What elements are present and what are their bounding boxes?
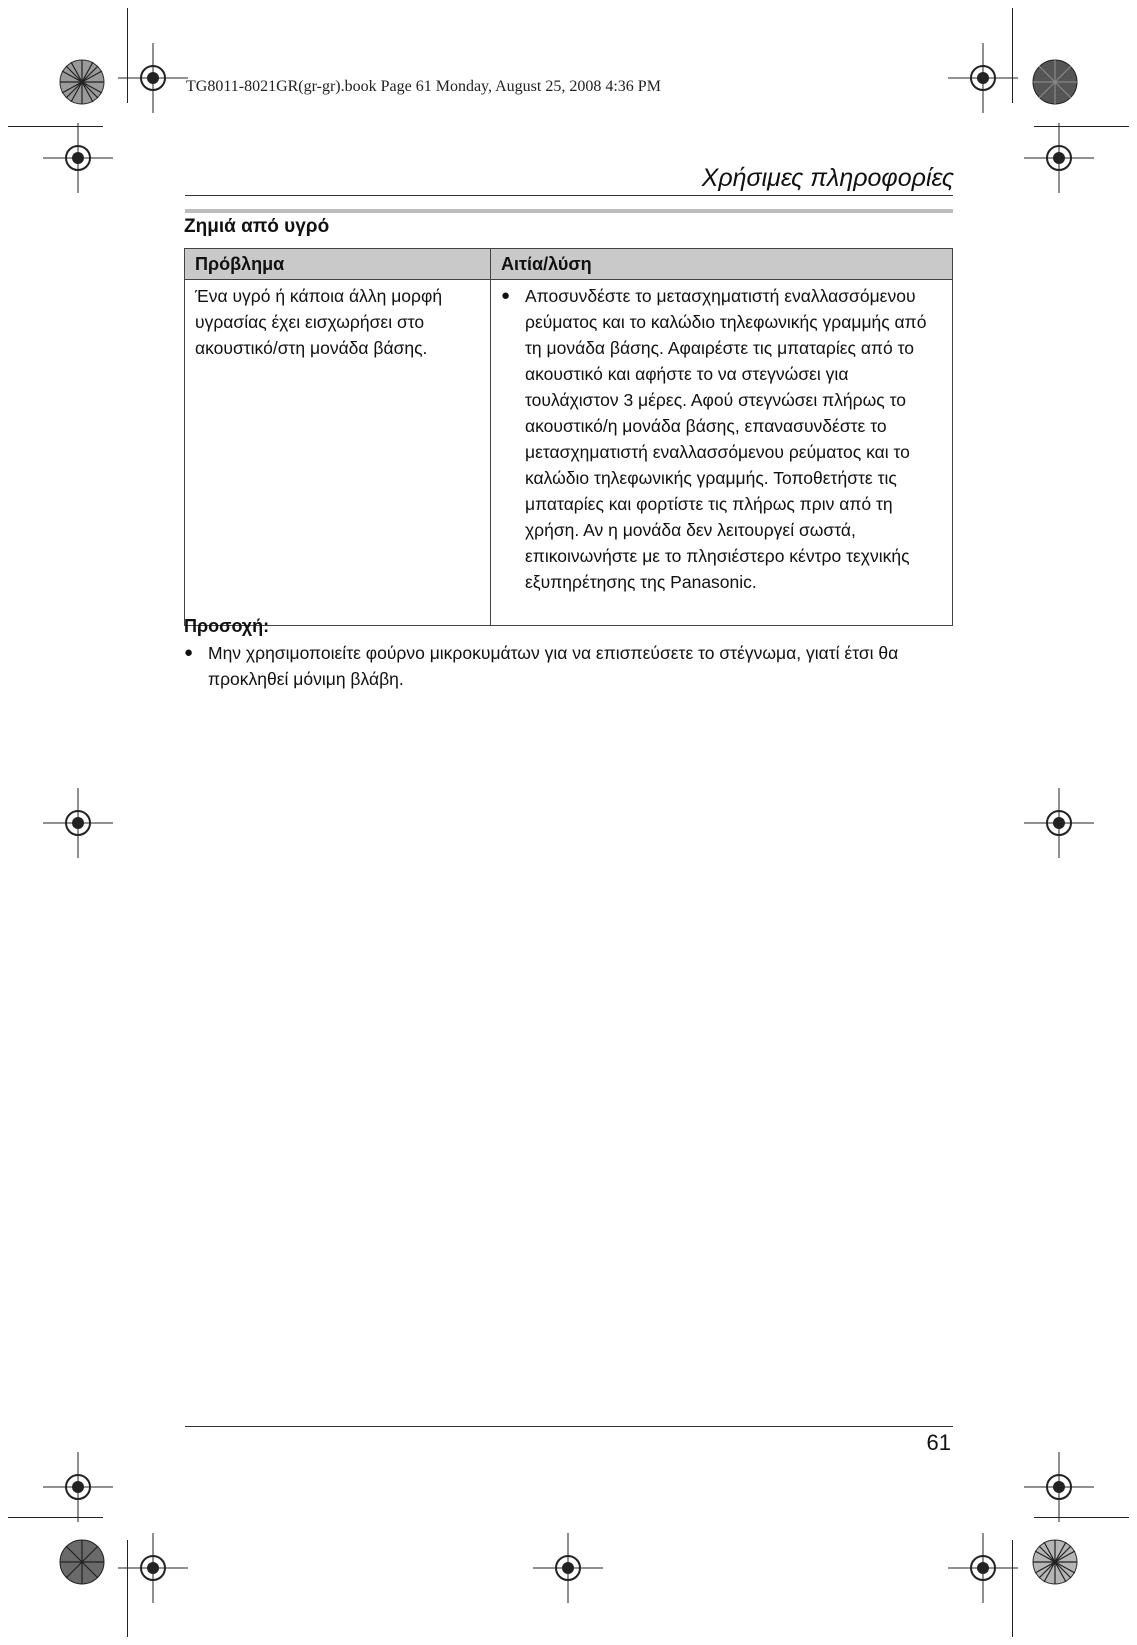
caution-text: Μην χρησιμοποιείτε φούρνο μικροκυμάτων για να επισπεύσετε το στέγνωμα, γιατί έτσι θα προκληθεί μόνιμη βλάβη. — [208, 643, 899, 689]
book-header-line: TG8011-8021GR(gr-gr).book Page 61 Monday, August 25, 2008 4:36 PM — [186, 78, 661, 95]
troubleshooting-table — [184, 248, 953, 626]
registration-target-icon — [948, 43, 1018, 113]
bullet-icon: ● — [184, 644, 194, 661]
registration-target-icon — [1024, 788, 1094, 858]
footer-rule — [185, 1426, 953, 1427]
caution-label: Προσοχή: — [184, 616, 270, 636]
caution-item — [184, 640, 954, 692]
bullet-icon: ● — [501, 287, 511, 304]
subheading: Ζημιά από υγρό — [184, 216, 330, 237]
registration-target-icon — [1024, 1452, 1094, 1522]
table-header-row — [185, 249, 953, 280]
problem-text: Ένα υγρό ή κάποια άλλη μορφή υγρασίας έχει εισχωρήσει στο ακουστικό/στη μονάδα βάσης. — [195, 286, 443, 358]
registration-target-icon — [948, 1533, 1018, 1603]
header-rule — [185, 195, 953, 196]
section-title: Χρήσιμες πληροφορίες — [701, 164, 954, 192]
cell-problem — [185, 280, 491, 626]
registration-target-icon — [43, 788, 113, 858]
registration-target-icon — [43, 1452, 113, 1522]
registration-target-icon — [118, 43, 188, 113]
header-cause-solution: Αιτία/λύση — [491, 249, 953, 280]
star-target-icon — [58, 1538, 106, 1586]
registration-target-icon — [118, 1533, 188, 1603]
table-row — [185, 280, 953, 626]
star-target-icon — [1031, 58, 1079, 106]
header-problem: Πρόβλημα — [185, 249, 491, 280]
header-gray-bar — [185, 209, 953, 213]
registration-target-icon — [1024, 123, 1094, 193]
solution-text: Αποσυνδέστε το μετασχηματιστή εναλλασσόμενου ρεύματος και το καλώδιο τηλεφωνικής γραμμής από τη μονάδα βάσης. Αφαιρέστε τις μπαταρίες από το ακουστικό και αφήστε το να στεγνώσει για τουλάχιστον 3 μέρες. Αφού στεγνώσει πλήρως το ακουστικό/η μονάδα βάσης, επανασυνδέστε το μετασχηματιστή εναλλασσόμενου ρεύματος και το καλώδιο τηλεφωνικής γραμμής. Τοποθετήστε τις μπαταρίες και φορτίστε τις πλήρως πριν από τη χρήση. Αν η μονάδα δεν λειτουργεί σωστά, επικοινωνήστε με το πλησιέστερο κέντρο τεχνικής εξυπηρέτησης της Panasonic. — [525, 286, 927, 592]
registration-target-icon — [43, 123, 113, 193]
star-target-icon — [1031, 1538, 1079, 1586]
cell-solution — [491, 280, 953, 626]
registration-target-icon — [533, 1533, 603, 1603]
page-number: 61 — [926, 1430, 951, 1455]
solution-item — [501, 283, 942, 595]
star-target-icon — [58, 58, 106, 106]
